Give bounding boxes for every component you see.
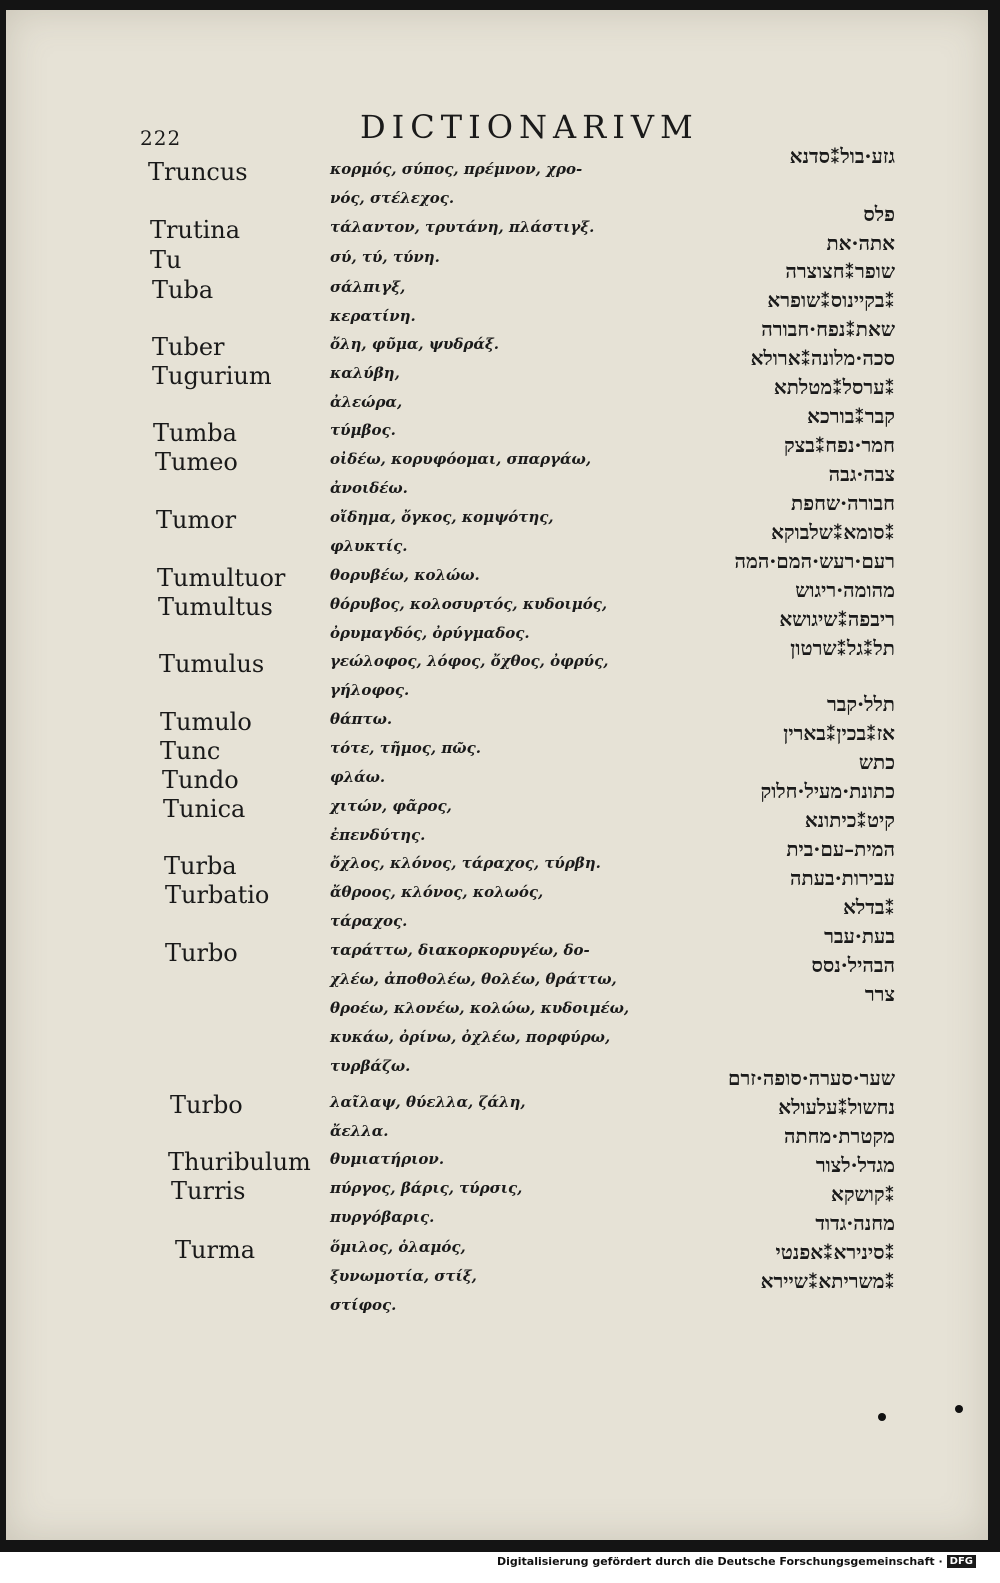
- greek-gloss: οἰδέω, κορυφόομαι, σπαργάω,: [330, 450, 592, 468]
- dfg-logo: DFG: [947, 1555, 976, 1568]
- latin-headword: Tumultus: [158, 593, 273, 621]
- greek-gloss: ταράττω, διακορκορυγέω, δο-: [330, 941, 590, 959]
- greek-gloss: χλέω, ἀποθολέω, θολέω, θράττω,: [330, 970, 617, 988]
- latin-headword: Tumeo: [155, 448, 238, 476]
- greek-gloss: θόρυβος, κολοσυρτός, κυδοιμός,: [330, 595, 608, 613]
- latin-headword: Tumulo: [160, 708, 252, 736]
- greek-gloss: θροέω, κλονέω, κολώω, κυδοιμέω,: [330, 999, 630, 1017]
- greek-gloss: τότε, τῆμος, πῶς.: [330, 739, 481, 757]
- greek-gloss: σάλπιγξ,: [330, 278, 406, 296]
- greek-gloss: ἄελλα.: [330, 1122, 389, 1140]
- latin-headword: Truncus: [148, 158, 248, 186]
- latin-headword: Tugurium: [152, 362, 272, 390]
- hebrew-gloss: המית–עם·בית: [786, 837, 895, 861]
- hebrew-gloss: תל⁑גל⁑שרטון: [790, 636, 895, 660]
- greek-gloss: ὅμιλος, ὁλαμός,: [330, 1238, 466, 1256]
- latin-headword: Tundo: [162, 766, 239, 794]
- hebrew-gloss: ⁑ערסל⁑מטלתא: [773, 375, 895, 399]
- hebrew-gloss: נחשול⁑עלעולא: [778, 1095, 895, 1119]
- greek-gloss: τάραχος.: [330, 912, 408, 930]
- greek-gloss: θυμιατήριον.: [330, 1150, 445, 1168]
- latin-headword: Tumor: [156, 506, 237, 534]
- latin-headword: Tu: [150, 246, 182, 274]
- hebrew-gloss: קבר⁑בורכא: [807, 404, 895, 428]
- hebrew-gloss: ⁑משריתא⁑שיירא: [760, 1269, 895, 1293]
- greek-gloss: νός, στέλεχος.: [330, 189, 455, 207]
- hebrew-gloss: שאת⁑נפח·חבורה: [761, 317, 895, 341]
- latin-headword: Turbatio: [165, 881, 270, 909]
- hebrew-gloss: ⁑בקיינוס⁑שופרא: [767, 288, 895, 312]
- greek-gloss: πύργος, βάρις, τύρσις,: [330, 1179, 523, 1197]
- hebrew-gloss: צבה·גבה: [828, 462, 895, 486]
- greek-gloss: κορμός, σύπος, πρέμνον, χρο-: [330, 160, 583, 178]
- hebrew-gloss: ⁑סינירא⁑אפנטי: [775, 1240, 895, 1264]
- greek-gloss: θορυβέω, κολώω.: [330, 566, 480, 584]
- hebrew-gloss: כתש: [858, 750, 895, 774]
- greek-gloss: τύμβος.: [330, 421, 396, 439]
- latin-headword: Turba: [164, 852, 237, 880]
- hebrew-gloss: ⁑סומא⁑שלבוקא: [771, 520, 895, 544]
- page-number: 222: [140, 126, 182, 150]
- greek-gloss: κυκάω, ὀρίνω, ὀχλέω, πορφύρω,: [330, 1028, 611, 1046]
- hebrew-gloss: חמר·נפח⁑בצק: [784, 433, 895, 457]
- hebrew-gloss: ⁑בדלא: [843, 895, 895, 919]
- hebrew-gloss: גזע·בול⁑סדנא: [789, 144, 895, 168]
- footer-credit: Digitalisierung gefördert durch die Deutsche Forschungsgemeinschaft ·: [496, 1555, 943, 1568]
- hebrew-gloss: תלל·קבר: [826, 692, 895, 716]
- greek-gloss: στίφος.: [330, 1296, 397, 1314]
- greek-gloss: καλύβη,: [330, 364, 400, 382]
- hebrew-gloss: מגדל·לצור: [815, 1153, 895, 1177]
- hebrew-gloss: שופר⁑חצוצרה: [785, 259, 895, 283]
- latin-headword: Tumba: [153, 419, 237, 447]
- greek-gloss: γήλοφος.: [330, 681, 410, 699]
- greek-gloss: χιτών, φᾶρος,: [330, 797, 452, 815]
- greek-gloss: τυρβάζω.: [330, 1057, 411, 1075]
- latin-headword: Tunc: [160, 737, 221, 765]
- latin-headword: Turris: [171, 1177, 246, 1205]
- hebrew-gloss: בעת·עבר: [824, 924, 895, 948]
- footer: [497, 1555, 976, 1568]
- greek-gloss: κερατίνη.: [330, 307, 416, 325]
- hebrew-gloss: שער·סערה·סופה·זרם: [728, 1066, 895, 1090]
- latin-headword: Turma: [175, 1236, 256, 1264]
- greek-gloss: θάπτω.: [330, 710, 393, 728]
- hebrew-gloss: צרר: [864, 982, 895, 1006]
- greek-gloss: ἀνοιδέω.: [330, 479, 408, 497]
- greek-gloss: γεώλοφος, λόφος, ὄχθος, ὀφρύς,: [330, 652, 609, 670]
- greek-gloss: ὄχλος, κλόνος, τάραχος, τύρβη.: [330, 854, 601, 872]
- ink-dot: [878, 1413, 886, 1421]
- greek-gloss: λαῖλαψ, θύελλα, ζάλη,: [330, 1093, 526, 1111]
- hebrew-gloss: ריבפה⁑שיגושא: [779, 607, 895, 631]
- hebrew-gloss: פלס: [863, 202, 895, 226]
- latin-headword: Trutina: [150, 216, 241, 244]
- latin-headword: Tuba: [152, 276, 214, 304]
- latin-headword: Tunica: [163, 795, 246, 823]
- hebrew-gloss: כתונת·מעיל·חלוק: [760, 779, 895, 803]
- ink-dot: [955, 1405, 963, 1413]
- hebrew-gloss: רעם·רעש·המם·המה: [734, 549, 895, 573]
- greek-gloss: πυργόβαρις.: [330, 1208, 435, 1226]
- hebrew-gloss: מהומה·ריגוש: [795, 578, 895, 602]
- greek-gloss: φλάω.: [330, 768, 386, 786]
- hebrew-gloss: אתה·את: [826, 231, 895, 255]
- latin-headword: Tumulus: [159, 650, 265, 678]
- hebrew-gloss: אז⁑בכין⁑בארין: [783, 721, 895, 745]
- hebrew-gloss: חבורה·שחפת: [791, 491, 895, 515]
- greek-gloss: οἴδημα, ὄγκος, κομψότης,: [330, 508, 554, 526]
- hebrew-gloss: קיט⁑כיתונא: [804, 808, 895, 832]
- greek-gloss: σύ, τύ, τύνη.: [330, 248, 440, 266]
- hebrew-gloss: ⁑קושקא: [831, 1182, 895, 1206]
- latin-headword: Turbo: [165, 939, 238, 967]
- greek-gloss: ἐπενδύτης.: [330, 826, 426, 844]
- hebrew-gloss: מקטרת·מחתה: [783, 1124, 895, 1148]
- hebrew-gloss: הבהיל·נסס: [811, 953, 895, 977]
- hebrew-gloss: עבירות·בעתה: [790, 866, 895, 890]
- greek-gloss: ὀρυμαγδός, ὀρύγμαδος.: [330, 624, 530, 642]
- latin-headword: Tumultuor: [157, 564, 286, 592]
- greek-gloss: ἀλεώρα,: [330, 393, 403, 411]
- greek-gloss: τάλαντον, τρυτάνη, πλάστιγξ.: [330, 218, 595, 236]
- greek-gloss: ξυνωμοτία, στίξ,: [330, 1267, 477, 1285]
- greek-gloss: φλυκτίς.: [330, 537, 408, 555]
- hebrew-gloss: סכה·מלונה⁑ארולא: [750, 346, 895, 370]
- greek-gloss: ὄλη, φῦμα, ψυδράξ.: [330, 335, 499, 353]
- greek-gloss: ἄθροος, κλόνος, κολωός,: [330, 883, 544, 901]
- latin-headword: Turbo: [170, 1091, 243, 1119]
- running-head: DICTIONARIVM: [360, 108, 699, 146]
- hebrew-gloss: מחנה·גדוד: [815, 1211, 895, 1235]
- latin-headword: Thuribulum: [168, 1148, 311, 1176]
- latin-headword: Tuber: [152, 333, 225, 361]
